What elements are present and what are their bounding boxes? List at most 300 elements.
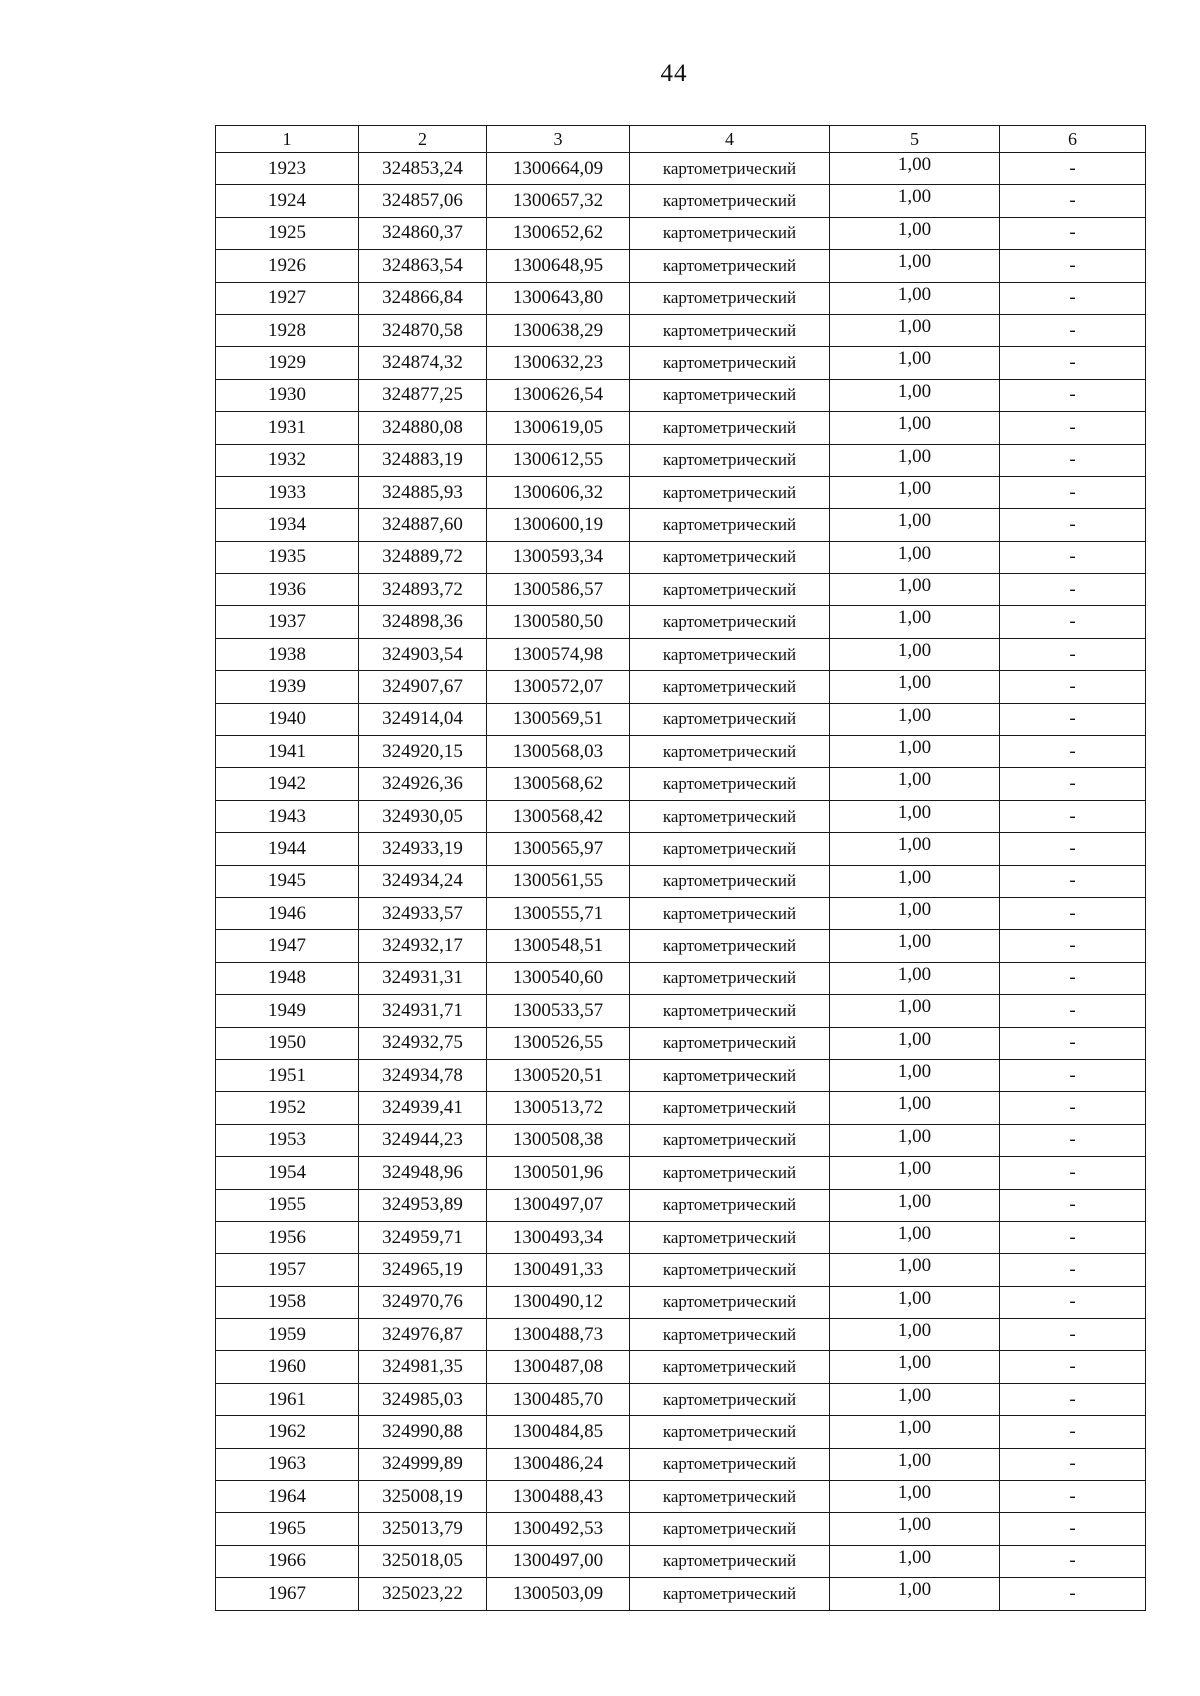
accuracy-cell: 1,00 [830,1254,1000,1286]
method-cell: картометрический [630,1481,830,1513]
y-coordinate-cell: 1300606,32 [487,476,630,508]
note-cell: - [1000,800,1146,832]
point-number-cell: 1947 [216,930,359,962]
point-number-cell: 1959 [216,1319,359,1351]
accuracy-cell: 1,00 [830,897,1000,929]
point-number-cell: 1953 [216,1124,359,1156]
table-row [216,1351,1146,1383]
y-coordinate-cell: 1300600,19 [487,509,630,541]
column-header-6: 6 [1000,126,1146,153]
method-cell: картометрический [630,1416,830,1448]
method-cell: картометрический [630,1383,830,1415]
note-cell: - [1000,897,1146,929]
point-number-cell: 1955 [216,1189,359,1221]
x-coordinate-cell: 324914,04 [359,703,487,735]
x-coordinate-cell: 324887,60 [359,509,487,541]
method-cell: картометрический [630,1286,830,1318]
table-row [216,1092,1146,1124]
x-coordinate-cell: 324883,19 [359,444,487,476]
accuracy-cell: 1,00 [830,638,1000,670]
table-header-row [216,126,1146,153]
table-row [216,314,1146,346]
point-number-cell: 1943 [216,800,359,832]
y-coordinate-cell: 1300497,07 [487,1189,630,1221]
accuracy-cell: 1,00 [830,153,1000,185]
y-coordinate-cell: 1300586,57 [487,574,630,606]
point-number-cell: 1941 [216,736,359,768]
accuracy-cell: 1,00 [830,1027,1000,1059]
point-number-cell: 1925 [216,217,359,249]
y-coordinate-cell: 1300492,53 [487,1513,630,1545]
note-cell: - [1000,153,1146,185]
method-cell: картометрический [630,1157,830,1189]
note-cell: - [1000,282,1146,314]
table-row [216,1027,1146,1059]
method-cell: картометрический [630,671,830,703]
method-cell: картометрический [630,1319,830,1351]
note-cell: - [1000,1383,1146,1415]
table-row [216,379,1146,411]
table-row [216,736,1146,768]
accuracy-cell: 1,00 [830,962,1000,994]
method-cell: картометрический [630,833,830,865]
method-cell: картометрический [630,1189,830,1221]
accuracy-cell: 1,00 [830,1092,1000,1124]
accuracy-cell: 1,00 [830,282,1000,314]
note-cell: - [1000,995,1146,1027]
point-number-cell: 1954 [216,1157,359,1189]
method-cell: картометрический [630,347,830,379]
point-number-cell: 1956 [216,1221,359,1253]
table-row [216,962,1146,994]
y-coordinate-cell: 1300488,73 [487,1319,630,1351]
note-cell: - [1000,541,1146,573]
column-header-1: 1 [216,126,359,153]
x-coordinate-cell: 324885,93 [359,476,487,508]
note-cell: - [1000,1319,1146,1351]
y-coordinate-cell: 1300664,09 [487,153,630,185]
point-number-cell: 1964 [216,1481,359,1513]
accuracy-cell: 1,00 [830,1448,1000,1480]
table-row [216,638,1146,670]
note-cell: - [1000,314,1146,346]
table-row [216,1578,1146,1610]
column-header-4: 4 [630,126,830,153]
x-coordinate-cell: 324948,96 [359,1157,487,1189]
x-coordinate-cell: 324944,23 [359,1124,487,1156]
x-coordinate-cell: 324898,36 [359,606,487,638]
point-number-cell: 1942 [216,768,359,800]
point-number-cell: 1952 [216,1092,359,1124]
method-cell: картометрический [630,282,830,314]
y-coordinate-cell: 1300652,62 [487,217,630,249]
y-coordinate-cell: 1300580,50 [487,606,630,638]
accuracy-cell: 1,00 [830,1286,1000,1318]
table-row [216,412,1146,444]
accuracy-cell: 1,00 [830,606,1000,638]
note-cell: - [1000,962,1146,994]
accuracy-cell: 1,00 [830,1351,1000,1383]
y-coordinate-cell: 1300526,55 [487,1027,630,1059]
table-row [216,897,1146,929]
y-coordinate-cell: 1300486,24 [487,1448,630,1480]
note-cell: - [1000,638,1146,670]
table-body [216,153,1146,1611]
x-coordinate-cell: 324939,41 [359,1092,487,1124]
y-coordinate-cell: 1300632,23 [487,347,630,379]
note-cell: - [1000,1351,1146,1383]
note-cell: - [1000,606,1146,638]
point-number-cell: 1928 [216,314,359,346]
accuracy-cell: 1,00 [830,250,1000,282]
accuracy-cell: 1,00 [830,1221,1000,1253]
y-coordinate-cell: 1300568,03 [487,736,630,768]
y-coordinate-cell: 1300657,32 [487,185,630,217]
table-row [216,1221,1146,1253]
method-cell: картометрический [630,509,830,541]
table-row [216,444,1146,476]
y-coordinate-cell: 1300619,05 [487,412,630,444]
y-coordinate-cell: 1300574,98 [487,638,630,670]
x-coordinate-cell: 325008,19 [359,1481,487,1513]
point-number-cell: 1945 [216,865,359,897]
table-row [216,1254,1146,1286]
point-number-cell: 1958 [216,1286,359,1318]
method-cell: картометрический [630,1059,830,1091]
table-row [216,1189,1146,1221]
method-cell: картометрический [630,962,830,994]
note-cell: - [1000,1124,1146,1156]
table-row [216,250,1146,282]
accuracy-cell: 1,00 [830,703,1000,735]
note-cell: - [1000,1513,1146,1545]
point-number-cell: 1926 [216,250,359,282]
table-row [216,1124,1146,1156]
y-coordinate-cell: 1300638,29 [487,314,630,346]
method-cell: картометрический [630,217,830,249]
x-coordinate-cell: 324959,71 [359,1221,487,1253]
column-header-2: 2 [359,126,487,153]
x-coordinate-cell: 324934,78 [359,1059,487,1091]
method-cell: картометрический [630,800,830,832]
method-cell: картометрический [630,412,830,444]
y-coordinate-cell: 1300490,12 [487,1286,630,1318]
y-coordinate-cell: 1300568,42 [487,800,630,832]
point-number-cell: 1938 [216,638,359,670]
method-cell: картометрический [630,1513,830,1545]
accuracy-cell: 1,00 [830,217,1000,249]
point-number-cell: 1929 [216,347,359,379]
method-cell: картометрический [630,1221,830,1253]
method-cell: картометрический [630,1545,830,1577]
accuracy-cell: 1,00 [830,930,1000,962]
accuracy-cell: 1,00 [830,1545,1000,1577]
x-coordinate-cell: 324853,24 [359,153,487,185]
table-row [216,768,1146,800]
table-row [216,1286,1146,1318]
note-cell: - [1000,1092,1146,1124]
x-coordinate-cell: 324985,03 [359,1383,487,1415]
table-row [216,800,1146,832]
x-coordinate-cell: 324930,05 [359,800,487,832]
point-number-cell: 1966 [216,1545,359,1577]
note-cell: - [1000,1286,1146,1318]
method-cell: картометрический [630,1124,830,1156]
accuracy-cell: 1,00 [830,671,1000,703]
table-row [216,1059,1146,1091]
method-cell: картометрический [630,768,830,800]
table-row [216,1448,1146,1480]
x-coordinate-cell: 324999,89 [359,1448,487,1480]
point-number-cell: 1940 [216,703,359,735]
note-cell: - [1000,217,1146,249]
y-coordinate-cell: 1300561,55 [487,865,630,897]
note-cell: - [1000,379,1146,411]
y-coordinate-cell: 1300626,54 [487,379,630,411]
note-cell: - [1000,1578,1146,1610]
x-coordinate-cell: 324965,19 [359,1254,487,1286]
method-cell: картометрический [630,185,830,217]
y-coordinate-cell: 1300555,71 [487,897,630,929]
point-number-cell: 1960 [216,1351,359,1383]
note-cell: - [1000,574,1146,606]
table-row [216,1513,1146,1545]
table-row [216,574,1146,606]
table-row [216,541,1146,573]
x-coordinate-cell: 324874,32 [359,347,487,379]
note-cell: - [1000,1157,1146,1189]
accuracy-cell: 1,00 [830,768,1000,800]
method-cell: картометрический [630,638,830,670]
accuracy-cell: 1,00 [830,314,1000,346]
accuracy-cell: 1,00 [830,1481,1000,1513]
coordinates-table [215,125,1146,1611]
method-cell: картометрический [630,379,830,411]
method-cell: картометрический [630,703,830,735]
y-coordinate-cell: 1300593,34 [487,541,630,573]
method-cell: картометрический [630,897,830,929]
y-coordinate-cell: 1300540,60 [487,962,630,994]
accuracy-cell: 1,00 [830,541,1000,573]
y-coordinate-cell: 1300488,43 [487,1481,630,1513]
table-row [216,671,1146,703]
table-row [216,1319,1146,1351]
point-number-cell: 1932 [216,444,359,476]
note-cell: - [1000,185,1146,217]
method-cell: картометрический [630,541,830,573]
x-coordinate-cell: 324933,19 [359,833,487,865]
point-number-cell: 1944 [216,833,359,865]
x-coordinate-cell: 324870,58 [359,314,487,346]
table-row [216,865,1146,897]
method-cell: картометрический [630,1351,830,1383]
x-coordinate-cell: 324880,08 [359,412,487,444]
point-number-cell: 1924 [216,185,359,217]
note-cell: - [1000,250,1146,282]
point-number-cell: 1963 [216,1448,359,1480]
note-cell: - [1000,703,1146,735]
accuracy-cell: 1,00 [830,1157,1000,1189]
table-row [216,185,1146,217]
note-cell: - [1000,1254,1146,1286]
point-number-cell: 1933 [216,476,359,508]
x-coordinate-cell: 324931,31 [359,962,487,994]
x-coordinate-cell: 324953,89 [359,1189,487,1221]
note-cell: - [1000,347,1146,379]
table-row [216,1383,1146,1415]
point-number-cell: 1936 [216,574,359,606]
table-row [216,1157,1146,1189]
accuracy-cell: 1,00 [830,379,1000,411]
y-coordinate-cell: 1300572,07 [487,671,630,703]
x-coordinate-cell: 324907,67 [359,671,487,703]
note-cell: - [1000,865,1146,897]
accuracy-cell: 1,00 [830,1513,1000,1545]
note-cell: - [1000,930,1146,962]
method-cell: картометрический [630,1254,830,1286]
table-row [216,153,1146,185]
point-number-cell: 1965 [216,1513,359,1545]
note-cell: - [1000,1448,1146,1480]
accuracy-cell: 1,00 [830,865,1000,897]
point-number-cell: 1930 [216,379,359,411]
note-cell: - [1000,444,1146,476]
accuracy-cell: 1,00 [830,476,1000,508]
x-coordinate-cell: 324893,72 [359,574,487,606]
point-number-cell: 1934 [216,509,359,541]
accuracy-cell: 1,00 [830,347,1000,379]
y-coordinate-cell: 1300533,57 [487,995,630,1027]
table-row [216,995,1146,1027]
table-row [216,347,1146,379]
x-coordinate-cell: 325018,05 [359,1545,487,1577]
page-number: 44 [660,60,688,87]
method-cell: картометрический [630,1092,830,1124]
point-number-cell: 1948 [216,962,359,994]
point-number-cell: 1923 [216,153,359,185]
y-coordinate-cell: 1300520,51 [487,1059,630,1091]
point-number-cell: 1939 [216,671,359,703]
note-cell: - [1000,671,1146,703]
method-cell: картометрический [630,1027,830,1059]
y-coordinate-cell: 1300487,08 [487,1351,630,1383]
note-cell: - [1000,412,1146,444]
y-coordinate-cell: 1300612,55 [487,444,630,476]
accuracy-cell: 1,00 [830,412,1000,444]
y-coordinate-cell: 1300648,95 [487,250,630,282]
x-coordinate-cell: 324920,15 [359,736,487,768]
table-row [216,509,1146,541]
accuracy-cell: 1,00 [830,1189,1000,1221]
accuracy-cell: 1,00 [830,800,1000,832]
point-number-cell: 1927 [216,282,359,314]
x-coordinate-cell: 324934,24 [359,865,487,897]
table-row [216,217,1146,249]
note-cell: - [1000,736,1146,768]
method-cell: картометрический [630,606,830,638]
y-coordinate-cell: 1300565,97 [487,833,630,865]
y-coordinate-cell: 1300503,09 [487,1578,630,1610]
method-cell: картометрический [630,444,830,476]
point-number-cell: 1950 [216,1027,359,1059]
y-coordinate-cell: 1300501,96 [487,1157,630,1189]
point-number-cell: 1951 [216,1059,359,1091]
method-cell: картометрический [630,250,830,282]
accuracy-cell: 1,00 [830,1059,1000,1091]
x-coordinate-cell: 324932,17 [359,930,487,962]
method-cell: картометрический [630,574,830,606]
accuracy-cell: 1,00 [830,1416,1000,1448]
accuracy-cell: 1,00 [830,1578,1000,1610]
note-cell: - [1000,1481,1146,1513]
x-coordinate-cell: 324866,84 [359,282,487,314]
table-row [216,476,1146,508]
note-cell: - [1000,768,1146,800]
y-coordinate-cell: 1300484,85 [487,1416,630,1448]
y-coordinate-cell: 1300485,70 [487,1383,630,1415]
point-number-cell: 1962 [216,1416,359,1448]
x-coordinate-cell: 325013,79 [359,1513,487,1545]
y-coordinate-cell: 1300493,34 [487,1221,630,1253]
accuracy-cell: 1,00 [830,833,1000,865]
x-coordinate-cell: 324889,72 [359,541,487,573]
accuracy-cell: 1,00 [830,736,1000,768]
y-coordinate-cell: 1300569,51 [487,703,630,735]
note-cell: - [1000,476,1146,508]
note-cell: - [1000,833,1146,865]
note-cell: - [1000,1221,1146,1253]
x-coordinate-cell: 324860,37 [359,217,487,249]
point-number-cell: 1937 [216,606,359,638]
table-row [216,703,1146,735]
point-number-cell: 1961 [216,1383,359,1415]
table-row [216,606,1146,638]
method-cell: картометрический [630,476,830,508]
accuracy-cell: 1,00 [830,1319,1000,1351]
point-number-cell: 1957 [216,1254,359,1286]
note-cell: - [1000,1416,1146,1448]
table-row [216,1481,1146,1513]
x-coordinate-cell: 324932,75 [359,1027,487,1059]
point-number-cell: 1946 [216,897,359,929]
x-coordinate-cell: 324976,87 [359,1319,487,1351]
point-number-cell: 1931 [216,412,359,444]
accuracy-cell: 1,00 [830,185,1000,217]
y-coordinate-cell: 1300568,62 [487,768,630,800]
x-coordinate-cell: 324933,57 [359,897,487,929]
table-row [216,930,1146,962]
accuracy-cell: 1,00 [830,509,1000,541]
x-coordinate-cell: 324981,35 [359,1351,487,1383]
column-header-3: 3 [487,126,630,153]
x-coordinate-cell: 324926,36 [359,768,487,800]
table-row [216,1545,1146,1577]
point-number-cell: 1949 [216,995,359,1027]
note-cell: - [1000,1545,1146,1577]
x-coordinate-cell: 324931,71 [359,995,487,1027]
method-cell: картометрический [630,865,830,897]
table-row [216,833,1146,865]
method-cell: картометрический [630,1578,830,1610]
x-coordinate-cell: 324903,54 [359,638,487,670]
method-cell: картометрический [630,995,830,1027]
method-cell: картометрический [630,314,830,346]
y-coordinate-cell: 1300508,38 [487,1124,630,1156]
note-cell: - [1000,509,1146,541]
accuracy-cell: 1,00 [830,574,1000,606]
x-coordinate-cell: 324857,06 [359,185,487,217]
method-cell: картометрический [630,930,830,962]
